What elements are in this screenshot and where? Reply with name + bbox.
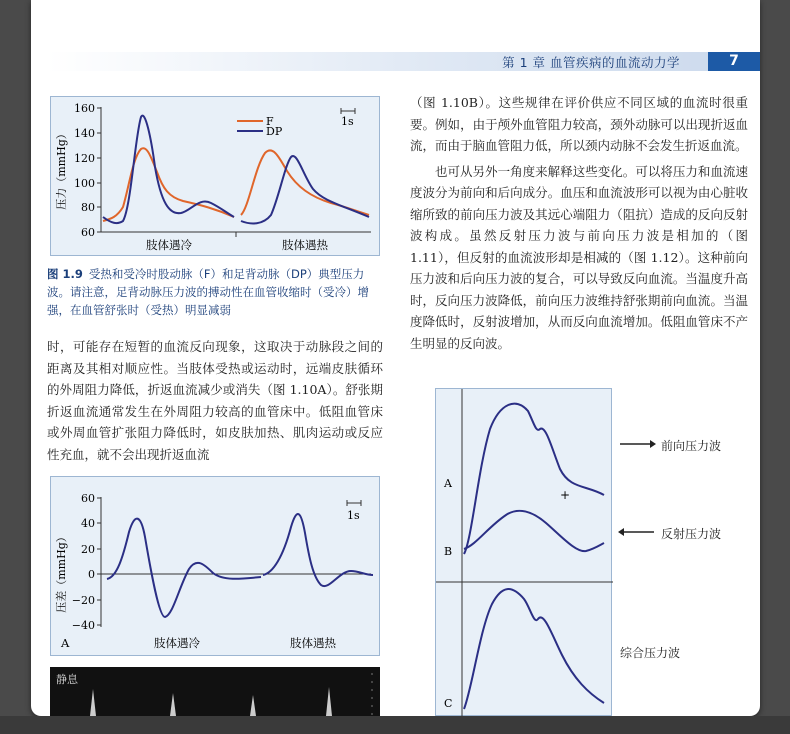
series-f-hot: [241, 150, 369, 215]
panel-label-b: B: [444, 545, 453, 558]
figure-wave-components: [435, 388, 612, 716]
chapter-title: 第 1 章 血管疾病的血流动力学: [502, 55, 680, 70]
y-ticks: [74, 102, 101, 239]
figure-1-10a: [50, 476, 380, 656]
ultrasound-label: 静息: [56, 673, 78, 686]
label-reflected-wave: 反射压力波: [661, 527, 722, 541]
y-tick-label: 160: [74, 102, 95, 115]
wave-components-plot: [436, 389, 613, 716]
figure-caption: [47, 265, 383, 319]
figure-1-10a-plot: [51, 477, 381, 657]
legend-f: F: [266, 115, 274, 128]
reflected-wave: [464, 511, 604, 551]
y-tick-label: 120: [74, 152, 95, 165]
scale-label: 1s: [347, 509, 360, 522]
viewer-bottom-bar: [0, 716, 790, 734]
series-cold: [107, 519, 261, 617]
condition-hot: 肢体遇热: [282, 238, 328, 252]
y-tick-label: −20: [71, 594, 95, 607]
y-tick-label: 80: [81, 201, 95, 214]
right-paragraph-1: （图 1.10B）。这些规律在评价供应不同区域的血流时很重要。例如，由于颅外血管阻力较高，颈外动脉可以出现折返血流，而由于脑血管阻力低，所以颈内动脉不会发生折返血流。: [410, 95, 748, 153]
panel-label: A: [61, 636, 70, 650]
condition-hot: 肢体遇热: [290, 636, 336, 650]
y-axis-label: 压力（mmHg）: [55, 128, 68, 210]
legend-dp: DP: [266, 125, 283, 138]
figure-1-9-plot: [51, 97, 381, 257]
y-tick-label: 40: [81, 517, 95, 530]
condition-cold: 肢体遇冷: [154, 636, 200, 650]
condition-cold: 肢体遇冷: [146, 238, 192, 252]
series-hot: [263, 514, 373, 586]
left-column-text: [47, 336, 383, 465]
right-column-text: [410, 92, 748, 354]
page-number: 7: [708, 52, 760, 71]
label-combined-wave: 综合压力波: [620, 646, 681, 660]
y-ticks: [72, 492, 101, 632]
y-tick-label: 60: [81, 492, 95, 505]
ultrasound-image: [50, 667, 380, 716]
combined-wave: [464, 589, 604, 709]
y-tick-label: 140: [74, 127, 95, 140]
series-f-cold: [103, 148, 234, 221]
y-tick-label: 20: [81, 543, 95, 556]
caption-figure-number: 图 1.9: [47, 267, 83, 281]
y-tick-label: 60: [81, 226, 95, 239]
caption-text: 受热和受冷时股动脉（F）和足背动脉（DP）典型压力波。请注意，足背动脉压力波的搏动性在血管收缩时（受冷）增强，在血管舒张时（受热）明显减弱: [47, 267, 369, 317]
page-header: [47, 52, 760, 71]
panel-label-a: A: [444, 477, 452, 490]
panel-label-c: C: [444, 697, 453, 710]
scale-label: 1s: [341, 115, 354, 128]
ultrasound-spikes: [50, 667, 380, 716]
y-tick-label: −40: [71, 619, 95, 632]
right-paragraph-2: 也可从另外一角度来解释这些变化。可以将压力和血流速度波分为前向和后向成分。血压和血流波形可以视为由心脏收缩所致的前向压力波及其远心端阻力（阻抗）造成的反向反射波构成。虽然反射压力波与前向压力波是相加的（图 1.11），但反射的血流波形却是相减的（图 1.12）。这种前向压力波和后向压力波的复合，可以导致反向血流。当温度升高时，反向压力波降低，前向压力波维持舒张期前向血流。当温度降低时，反射波增加，从而反向血流增加。低阻血管床不产生明显的反向波。: [410, 163, 748, 351]
left-paragraph: 时，可能存在短暂的血流反向现象，这取决于动脉段之间的距离及其相对顺应性。当肢体受热或运动时，远端皮肤循环的外周阻力降低，折返血流减少或消失（图 1.10A）。舒张期折返血流通常发生在外周阻力较高的血管床中。低阻血管床或外周血管扩张阻力降低时，如皮肤加热、肌肉运动或反应性充血，就不会出现折返血流: [47, 339, 383, 462]
legend: [237, 115, 283, 138]
figure-1-9: [50, 96, 380, 256]
scale-bar: [341, 108, 355, 128]
y-axis-label: 压差（mmHg）: [55, 531, 68, 613]
y-tick-label: 0: [88, 568, 95, 581]
plus-sign: +: [560, 488, 571, 502]
y-tick-label: 100: [74, 177, 95, 190]
label-forward-wave: 前向压力波: [661, 439, 722, 453]
book-page: [31, 0, 760, 716]
scale-bar: [347, 500, 361, 522]
wave-arrows: [616, 430, 656, 550]
